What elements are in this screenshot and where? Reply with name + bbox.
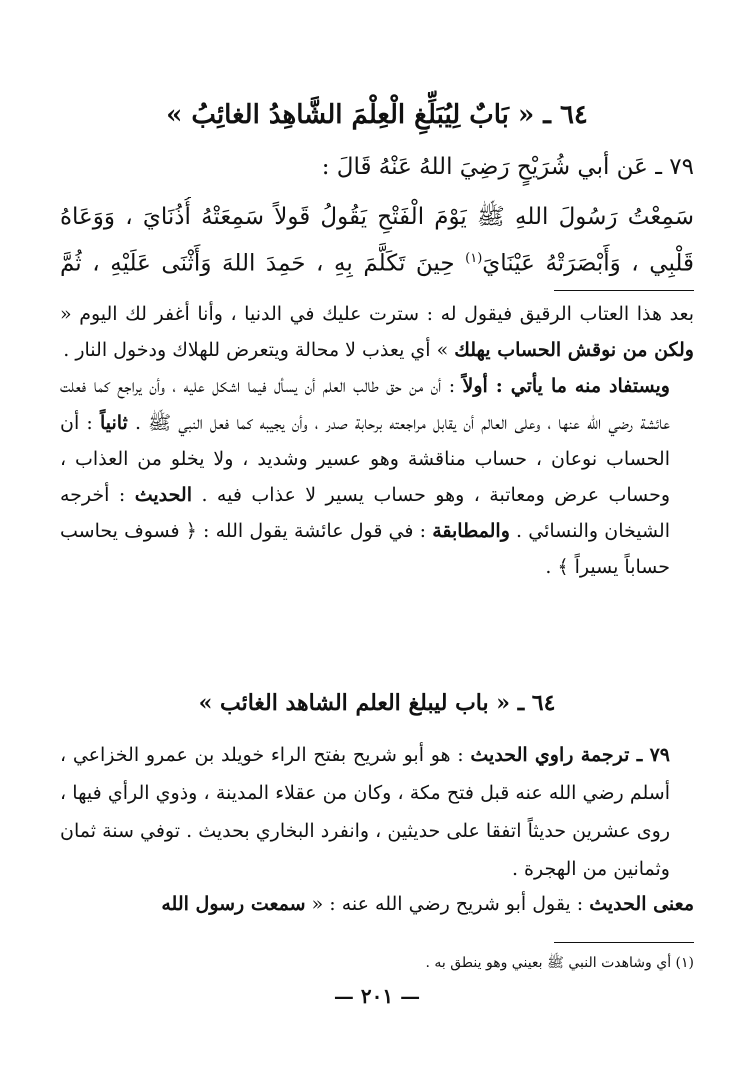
hadith-line-3	[60, 239, 694, 284]
chapter-title: ٦٤ ـ « بَابٌ لِيُبَلِّغِ الْعِلْمَ الشَّاهِدُ الغائِبُ »	[166, 100, 588, 130]
narrator-heading: ٧٩ ـ ترجمة راوي الحديث	[470, 744, 670, 766]
commentary-paragraph-1	[60, 296, 694, 368]
section-title: ٦٤ ـ « باب ليبلغ العلم الشاهد الغائب »	[198, 690, 556, 716]
book-page	[60, 0, 694, 1091]
hadith-line-1: ٧٩ ـ عَن أبي شُرَيْحٍ رَضِيَ اللهُ عَنْهُ قَالَ :	[321, 154, 694, 180]
second-point-heading: ثانياً	[99, 411, 128, 434]
narrator-paragraph	[60, 736, 694, 888]
meaning-emphasis: سمعت رسول الله	[161, 893, 306, 915]
commentary-emphasis: ولكن من نوقش الحساب يهلك	[454, 339, 694, 362]
commentary	[60, 296, 694, 586]
commentary-text: : أن الحساب نوعان ، حساب مناقشة وهو عسير وشديد ، ولا يخلو من العذاب ، وحساب عرض ومعاتبة ، وهو حساب يسير لا عذاب فيه .	[60, 411, 671, 507]
commentary-text: : أن من حق طالب العلم أن يسأل فيما اشكل عليه ، وأن يراجع كما فعلت عائشة رضي الله عنها ، وعلى العالم أن يقابل مراجعته برحابة صدر ، وأن يجيبه كما فعل النبي ﷺ .	[60, 375, 670, 434]
meaning-text: : يقول أبو شريح رضي الله عنه : «	[305, 893, 590, 915]
correspondence-heading: والمطابقة	[432, 520, 510, 543]
hadith-line-3-end: حِينَ تَكَلَّمَ بِهِ ، حَمِدَ اللهَ وَأَثْنَى عَلَيْهِ ، ثُمَّ	[60, 250, 466, 277]
benefits-heading: ويستفاد منه ما يأتي : أولاً	[462, 375, 670, 398]
footnote-rule	[554, 942, 694, 943]
hadith-meaning	[60, 886, 694, 922]
commentary-text: » أي يعذب لا محالة ويتعرض للهلاك ودخول النار .	[63, 339, 455, 362]
hadith-line-3-start: قَلْبِي ، وَأَبْصَرَتْهُ عَيْنَايَ	[482, 250, 694, 277]
page-number: — ٢٠١ —	[333, 984, 421, 1008]
meaning-paragraph	[60, 886, 694, 922]
meaning-heading: معنى الحديث	[589, 893, 694, 915]
commentary-text: : في قول عائشة يقول الله : ﴿ فسوف يحاسب حساباً يسيراً ﴾ .	[60, 520, 670, 579]
hadith-line-2: سَمِعْتُ رَسُولَ اللهِ ﷺ يَوْمَ الْفَتْحِ يَقُولُ قَولاً سَمِعَتْهُ أُذُنَايَ ، وَوَعَاهُ	[60, 204, 694, 230]
footnote-marker: (١)	[465, 251, 483, 266]
narrator-text: : هو أبو شريح بفتح الراء خويلد بن عمرو الخزاعي ، أسلم رضي الله عنه قبل فتح مكة ، وكان من عقلاء المدينة ، وذوي الرأي فيها ، روى عشرين حديثاً اتفقا على حديثين ، وانفرد البخاري بحديث . توفي سنة ثمان وثمانين من الهجرة .	[60, 744, 671, 880]
commentary-text: : أخرجه الشيخان والنسائي .	[60, 484, 670, 543]
commentary-paragraph-2	[60, 368, 694, 585]
narrator-biography	[60, 736, 694, 888]
commentary-text: بعد هذا العتاب الرقيق فيقول له : سترت عليك في الدنيا ، وأنا أغفر لك اليوم «	[60, 303, 694, 325]
hadith-source-heading: الحديث	[134, 484, 192, 507]
separator-rule	[554, 290, 694, 291]
footnote: (١) أي وشاهدت النبي ﷺ بعيني وهو ينطق به .	[425, 955, 694, 971]
